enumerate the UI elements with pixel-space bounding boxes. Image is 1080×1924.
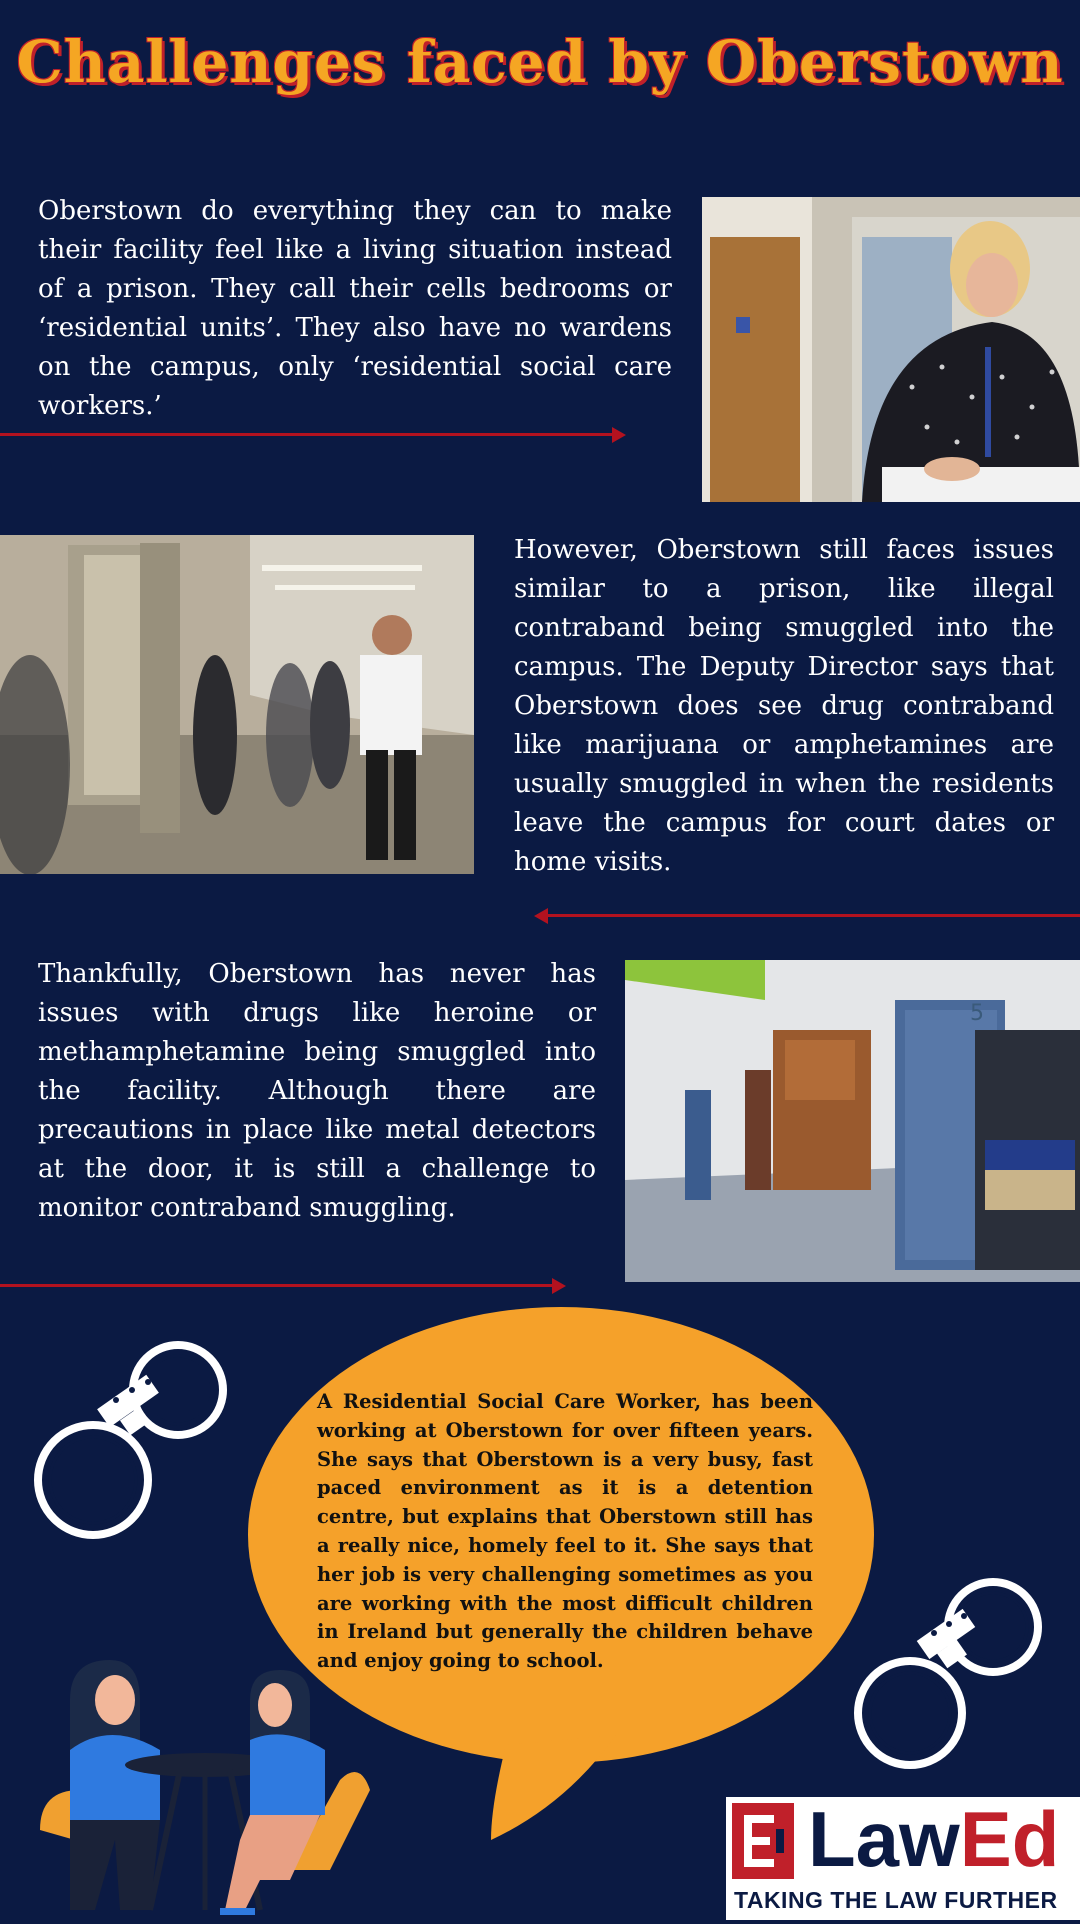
divider-arrow-3 — [0, 1284, 552, 1287]
arrow-head-left-icon — [534, 908, 548, 924]
svg-text:5: 5 — [970, 1001, 984, 1026]
divider-arrow-2 — [548, 914, 1080, 917]
illustration-counselling-session — [30, 1640, 380, 1920]
handcuffs-icon — [28, 1330, 248, 1550]
handcuffs-icon — [848, 1565, 1058, 1780]
lawed-wordmark — [808, 1795, 1060, 1883]
lawed-emblem-icon — [732, 1803, 794, 1879]
logo-word-law: Law — [808, 1795, 960, 1883]
photo-social-care-worker-writing — [702, 197, 1080, 502]
logo-tagline: TAKING THE LAW FURTHER — [734, 1887, 1058, 1913]
photo-prison-corridor-guard — [0, 535, 474, 874]
logo-word-ed: Ed — [959, 1795, 1060, 1883]
photo-residential-unit-room — [625, 960, 1080, 1282]
arrow-head-right-icon — [612, 427, 626, 443]
lawed-logo — [726, 1797, 1080, 1920]
paragraph-living-situation: Oberstown do everything they can to make their facility feel like a living situation instead of a prison. They call their cells bedrooms or ‘residential units’. They also have no wardens on the campus, only ‘residential social care workers.’ — [38, 196, 672, 421]
paragraph-contraband-issues: However, Oberstown still faces issues similar to a prison, like illegal contraband being smuggled into the campus. The Deputy Director says that Oberstown does see drug contraband like marijuana or amphetamines are usually smuggled in when the residents leave the campus for court dates or home visits. — [514, 535, 1054, 877]
page-title: Challenges faced by Oberstown — [16, 28, 1064, 96]
paragraph-no-hard-drugs: Thankfully, Oberstown has never has issues with drugs like heroine or methamphetamine being smuggled into the facility. Although there are precautions in place like metal detectors at the door, it is still a challenge to monitor contraband smuggling. — [38, 959, 596, 1223]
social-care-worker-quote: A Residential Social Care Worker, has been working at Oberstown for over fifteen years. She says that Oberstown is a very busy, fast paced environment as it is a detention centre, but explains that Oberstown still has a really nice, homely feel to it. She says that her job is very challenging sometimes as you are working with the most difficult children in Ireland but generally the children behave and enjoy going to school. — [317, 1390, 813, 1673]
divider-arrow-1 — [0, 433, 612, 436]
arrow-head-right-icon — [552, 1278, 566, 1294]
